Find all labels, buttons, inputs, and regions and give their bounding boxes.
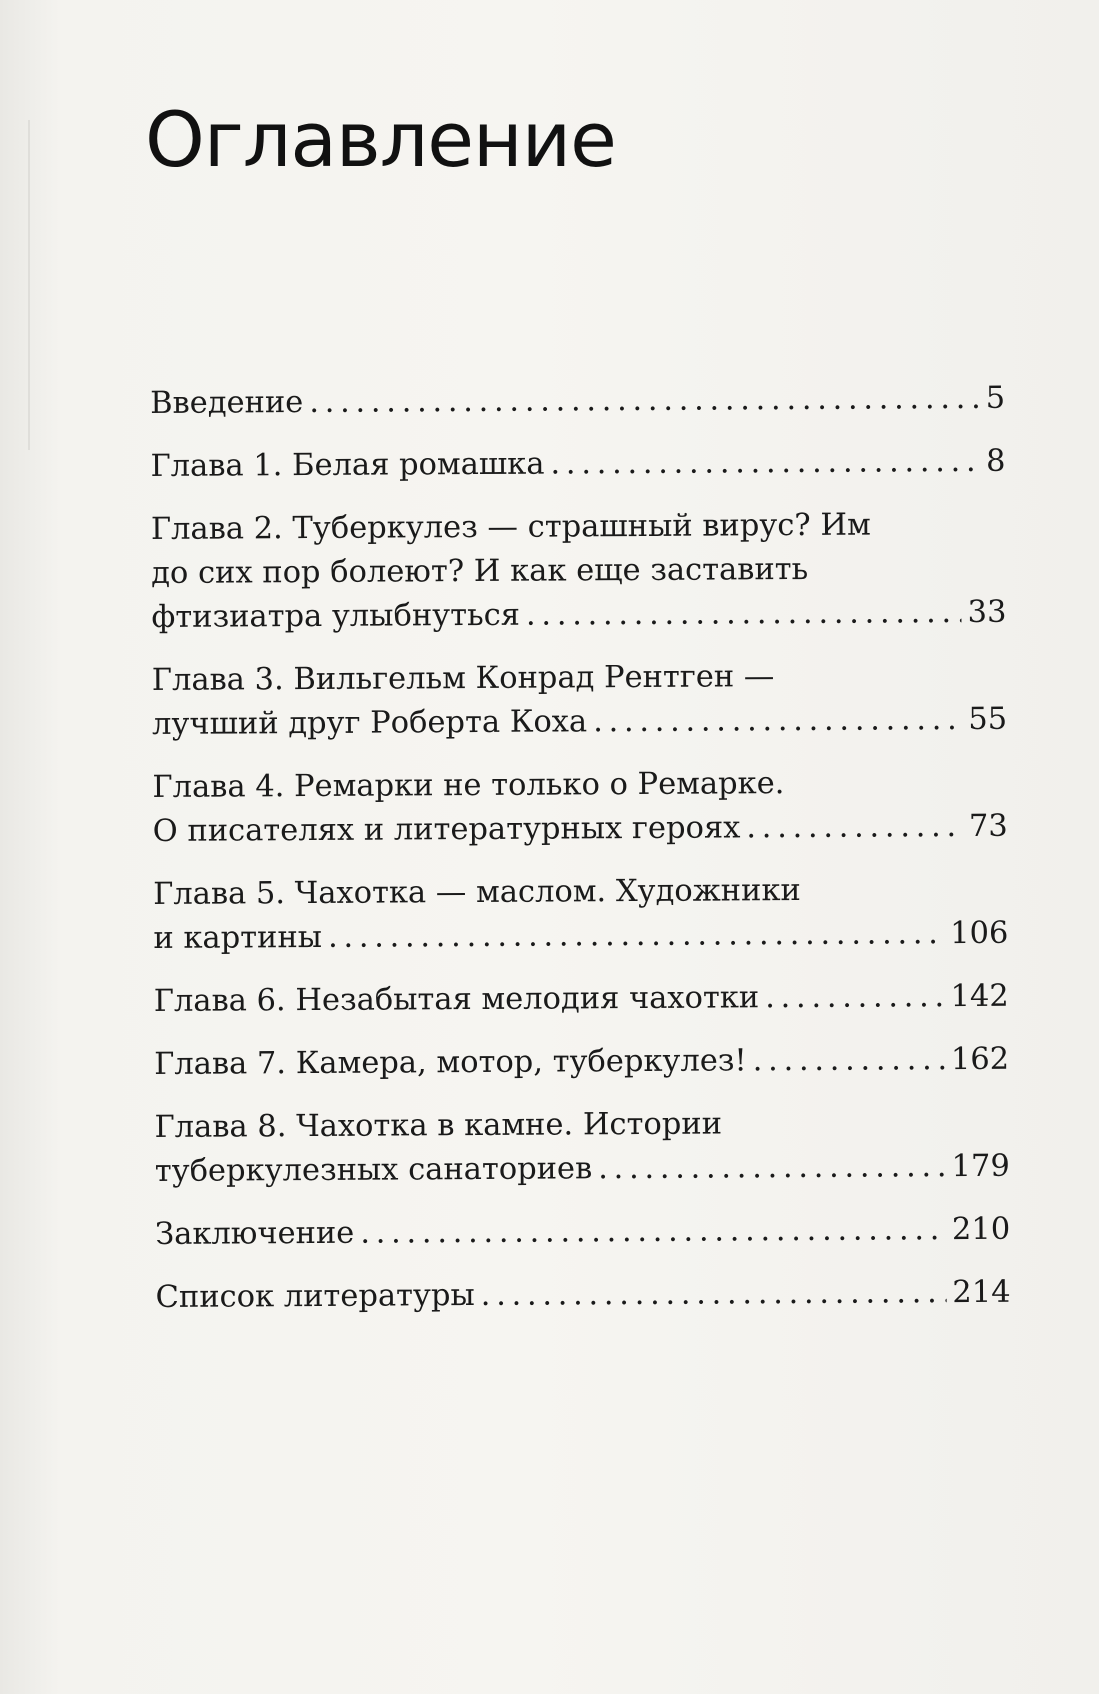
toc-entry-title: Список литературы <box>155 1278 475 1315</box>
toc-entry-title: и картины <box>153 919 323 956</box>
toc-page-number: 106 <box>950 915 1009 952</box>
toc-entry-title: Введение <box>150 385 304 421</box>
toc-entry-leader-line <box>155 1208 1010 1257</box>
dot-leader <box>309 377 980 425</box>
toc-page-number: 210 <box>951 1211 1011 1248</box>
toc-page-number: 8 <box>985 443 1006 479</box>
dot-leader <box>598 1145 946 1191</box>
toc-entry-title: туберкулезных санаториев <box>154 1151 593 1189</box>
dot-leader <box>550 440 980 487</box>
dot-leader <box>481 1271 947 1318</box>
dot-leader <box>753 1038 945 1083</box>
toc-entry <box>150 440 1005 489</box>
toc-entry <box>152 761 1008 854</box>
page-edge-shadow <box>28 120 52 450</box>
toc-entry <box>155 1208 1010 1257</box>
toc-entry-line: Глава 5. Чахотка — маслом. Художники <box>153 873 801 912</box>
toc-entry <box>155 1271 1010 1320</box>
toc-entry-title: Заключение <box>155 1215 355 1252</box>
toc-entry-title: Глава 7. Камера, мотор, туберкулез! <box>154 1043 747 1082</box>
toc-entry-leader-line <box>155 1145 1010 1194</box>
toc-entry <box>152 654 1008 747</box>
toc-entry-line: Глава 2. Туберкулез — страшный вирус? Им <box>150 507 871 547</box>
toc-entry-title: Глава 6. Незабытая мелодия чахотки <box>153 980 760 1019</box>
dot-leader <box>360 1208 946 1256</box>
toc-entry-leader-line <box>153 805 1008 854</box>
toc-entry <box>150 377 1005 426</box>
toc-entry-title: фтизиатра улыбнуться <box>151 597 521 635</box>
page-title: Оглавление <box>145 95 616 184</box>
dot-leader <box>746 805 963 850</box>
dot-leader <box>526 591 962 638</box>
toc-entry-leader-line <box>154 975 1009 1024</box>
toc-entry-leader-line <box>154 1038 1009 1087</box>
table-of-contents <box>150 377 1011 1339</box>
toc-entry-leader-line <box>151 591 1006 640</box>
dot-leader <box>593 698 962 744</box>
dot-leader <box>765 975 945 1020</box>
toc-entry-leader-line <box>150 440 1005 489</box>
toc-page-number: 33 <box>967 594 1007 631</box>
dot-leader <box>328 912 944 960</box>
toc-page-number: 142 <box>950 978 1009 1015</box>
toc-entry-line: Глава 8. Чахотка в камне. Истории <box>154 1106 723 1145</box>
toc-page-number: 214 <box>952 1274 1011 1311</box>
toc-entry-line: Глава 4. Ремарки не только о Ремарке. <box>152 766 785 805</box>
toc-entry <box>154 975 1009 1024</box>
toc-entry-line: до сих пор болеют? И как еще заставить <box>151 551 809 591</box>
toc-entry <box>154 1101 1010 1194</box>
toc-entry <box>154 1038 1009 1087</box>
toc-page-number: 179 <box>951 1148 1010 1185</box>
toc-entry-leader-line <box>153 912 1008 961</box>
toc-page-number: 73 <box>968 808 1008 845</box>
toc-entry-title: О писателях и литературных героях <box>152 810 741 849</box>
toc-page-number: 5 <box>985 380 1006 416</box>
toc-entry-title: лучший друг Роберта Коха <box>151 704 588 742</box>
toc-page-number: 162 <box>950 1041 1010 1078</box>
toc-entry-leader-line <box>155 1271 1010 1320</box>
toc-entry <box>153 868 1009 961</box>
toc-entry-title: Глава 1. Белая ромашка <box>150 446 545 484</box>
toc-entry-leader-line <box>150 377 1005 426</box>
toc-entry-line: Глава 3. Вильгельм Конрад Рентген — <box>151 659 775 698</box>
toc-page-number: 55 <box>968 701 1008 738</box>
toc-entry-leader-line <box>152 698 1007 747</box>
toc-entry <box>151 503 1007 640</box>
